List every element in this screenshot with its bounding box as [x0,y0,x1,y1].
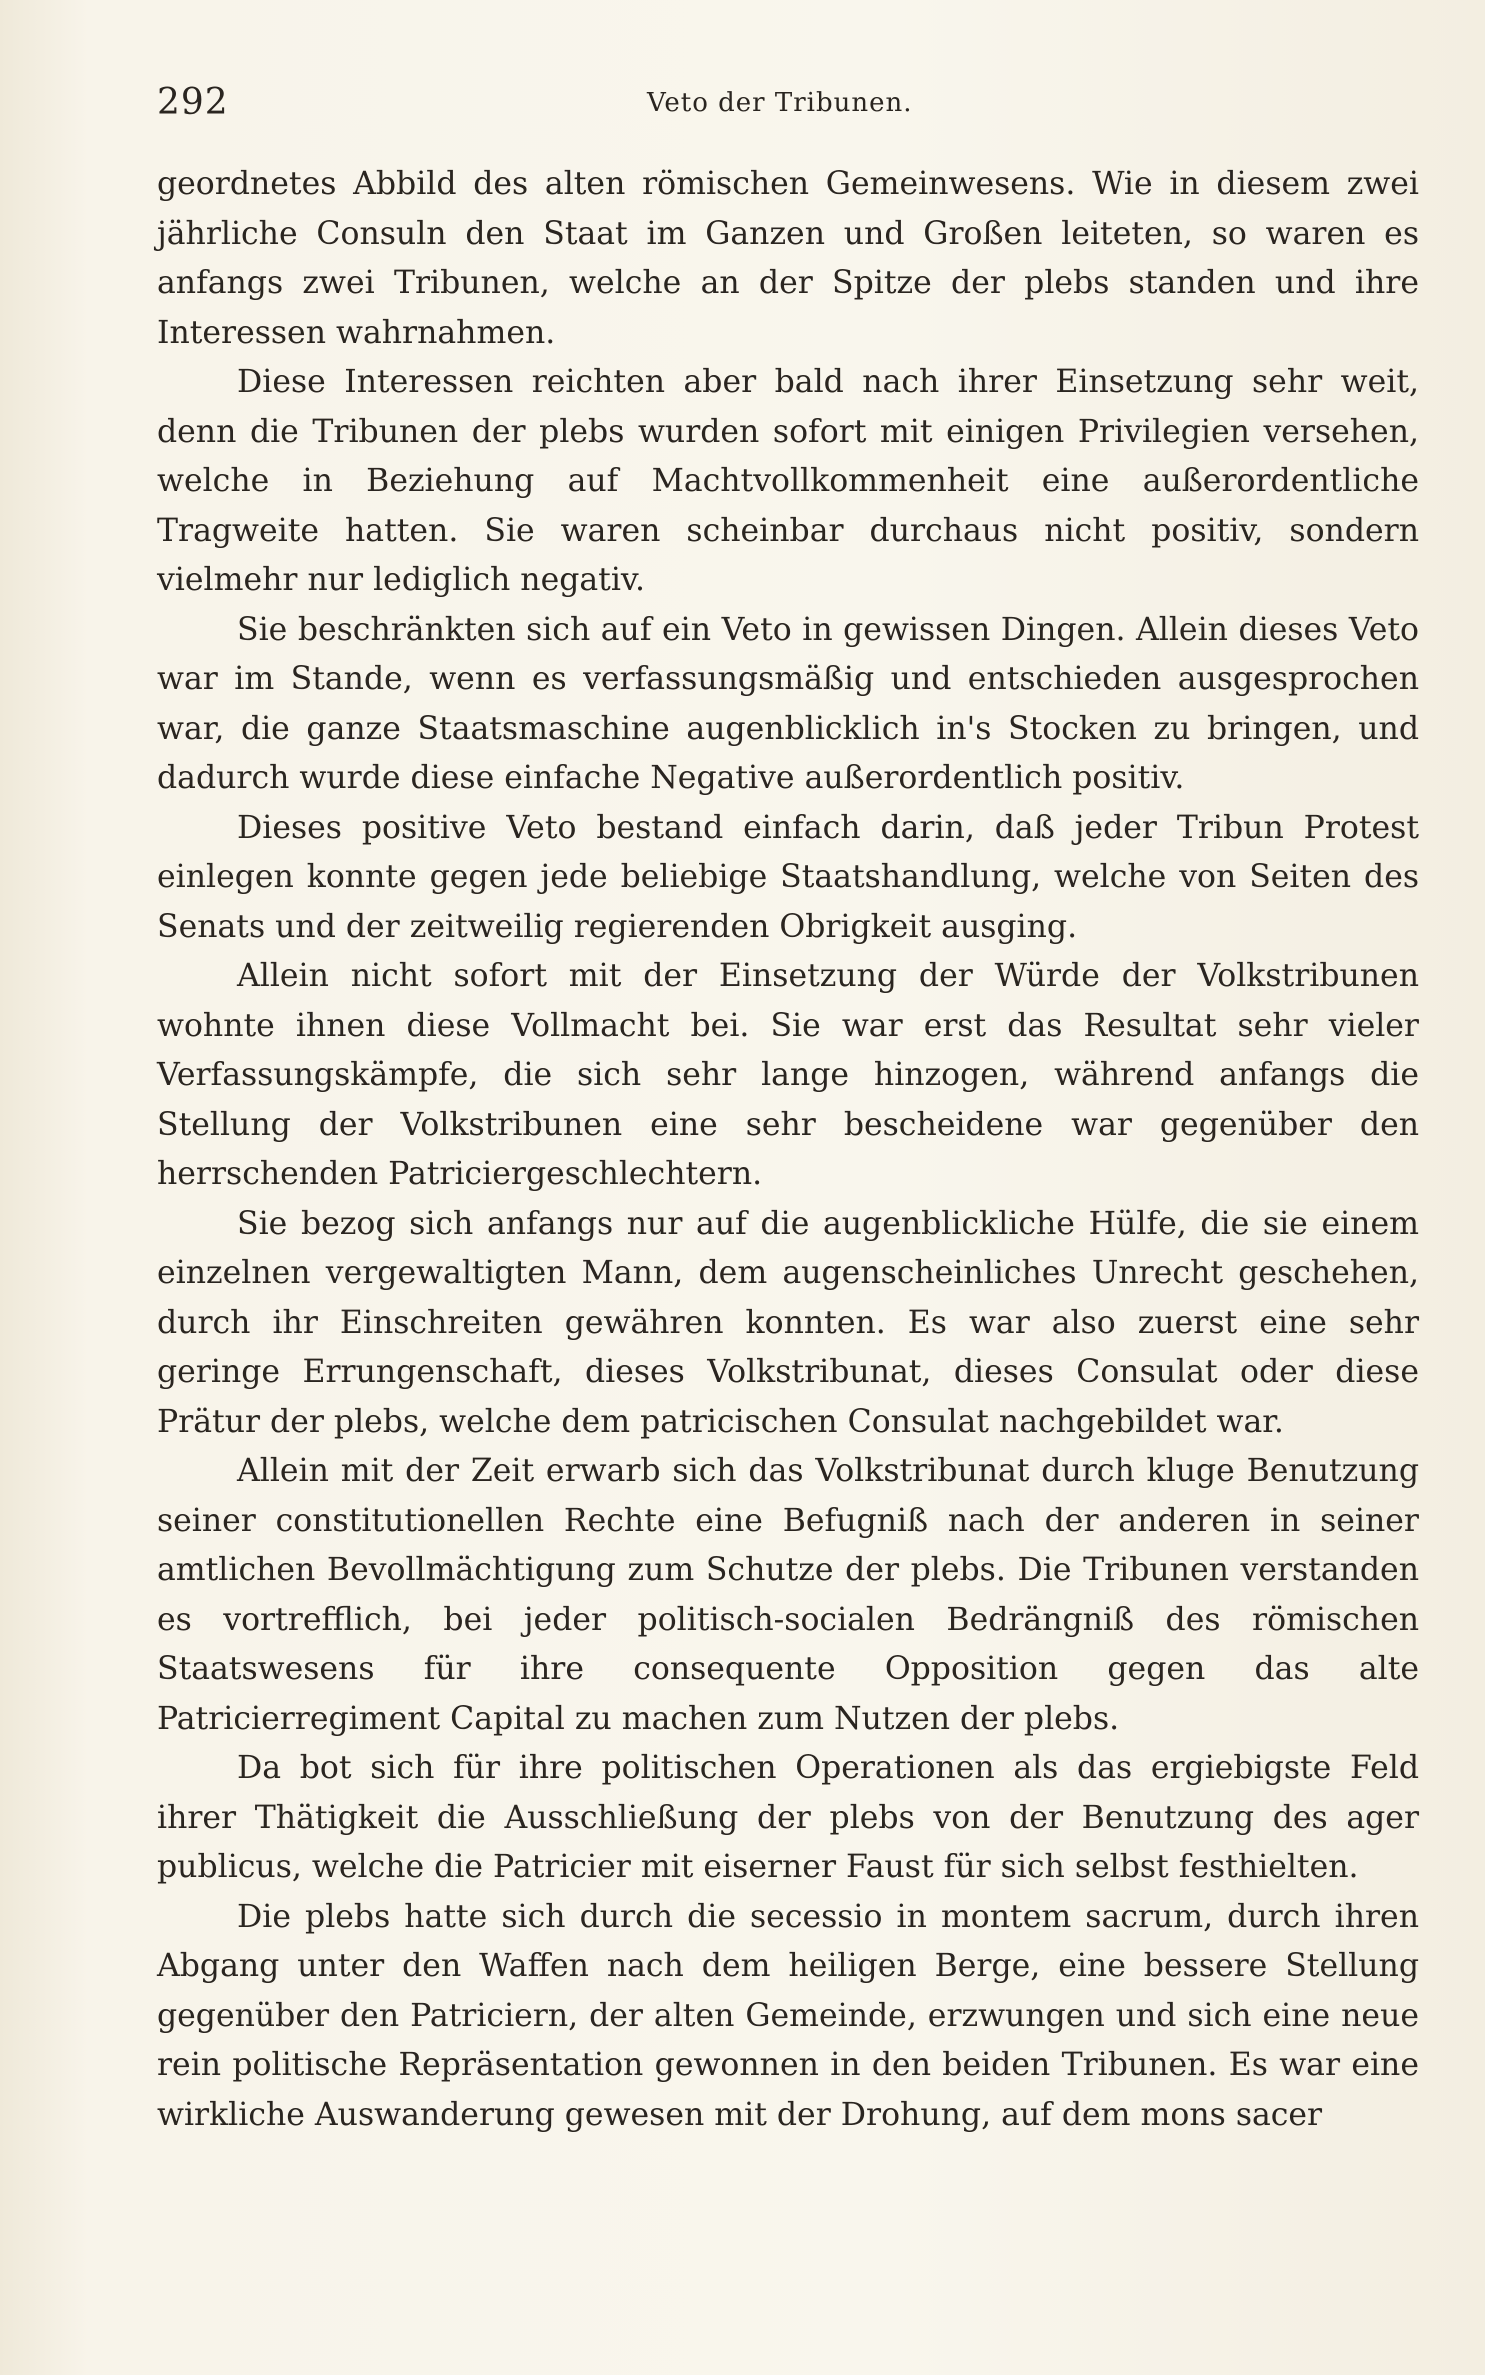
paragraph: Da bot sich für ihre politischen Operationen als das ergiebigste Feld ihrer Thätigkeit die Ausschließung der plebs von der Benutzung des ager publicus, welche die Patricier mit eiserner Faust für sich selbst festhielten. [157,1750,1419,1885]
paragraph: Diese Interessen reichten aber bald nach ihrer Einsetzung sehr weit, denn die Tribunen der plebs wurden sofort mit einigen Privilegien versehen, welche in Beziehung auf Machtvollkommenheit eine außerordentliche Tragweite hatten. Sie waren scheinbar durchaus nicht positiv, sondern vielmehr nur lediglich negativ. [157,364,1419,598]
paragraph: Die plebs hatte sich durch die secessio in montem sacrum, durch ihren Abgang unter den Waffen nach dem heiligen Berge, eine bessere Stellung gegenüber den Patriciern, der alten Gemeinde, erzwungen und sich eine neue rein politische Repräsentation gewonnen in den beiden Tribunen. Es war eine wirkliche Auswanderung gewesen mit der Drohung, auf dem mons sacer [157,1898,1419,2133]
paragraph: Sie bezog sich anfangs nur auf die augenblickliche Hülfe, die sie einem einzelnen vergewaltigten Mann, dem augenscheinliches Unrecht geschehen, durch ihr Einschreiten gewähren konnten. Es war also zuerst eine sehr geringe Errungenschaft, dieses Volkstribunat, dieses Consulat oder diese Prätur der plebs, welche dem patricischen Consulat nachgebildet war. [157,1205,1419,1440]
body-text [157,160,1419,2140]
paragraph: Allein nicht sofort mit der Einsetzung der Würde der Volkstribunen wohnte ihnen diese Vollmacht bei. Sie war erst das Resultat sehr vieler Verfassungskämpfe, die sich sehr lange hinzogen, während anfangs die Stellung der Volkstribunen eine sehr bescheidene war gegenüber den herrschenden Patriciergeschlechtern. [157,958,1419,1192]
paragraph: Sie beschränkten sich auf ein Veto in gewissen Dingen. Allein dieses Veto war im Stande, wenn es verfassungsmäßig und entschieden ausgesprochen war, die ganze Staatsmaschine augenblicklich in's Stocken zu bringen, und dadurch wurde diese einfache Negative außerordentlich positiv. [157,611,1419,796]
running-title: Veto der Tribunen. [647,88,913,118]
page-header [157,82,1419,132]
paragraph: Dieses positive Veto bestand einfach darin, daß jeder Tribun Protest einlegen konnte gegen jede beliebige Staatshandlung, welche von Seiten des Senats und der zeitweilig regierenden Obrigkeit ausging. [157,809,1419,945]
paragraph: Allein mit der Zeit erwarb sich das Volkstribunat durch kluge Benutzung seiner constitutionellen Rechte eine Befugniß nach der anderen in seiner amtlichen Bevollmächtigung zum Schutze der plebs. Die Tribunen verstanden es vortrefflich, bei jeder politisch-socialen Bedrängniß des römischen Staatswesens für ihre consequente Opposition gegen das alte Patricierregiment Capital zu machen zum Nutzen der plebs. [157,1453,1419,1737]
paragraph: geordnetes Abbild des alten römischen Gemeinwesens. Wie in diesem zwei jährliche Consuln den Staat im Ganzen und Großen leiteten, so waren es anfangs zwei Tribunen, welche an der Spitze der plebs standen und ihre Interessen wahrnahmen. [157,166,1419,351]
page-number: 292 [157,82,229,123]
